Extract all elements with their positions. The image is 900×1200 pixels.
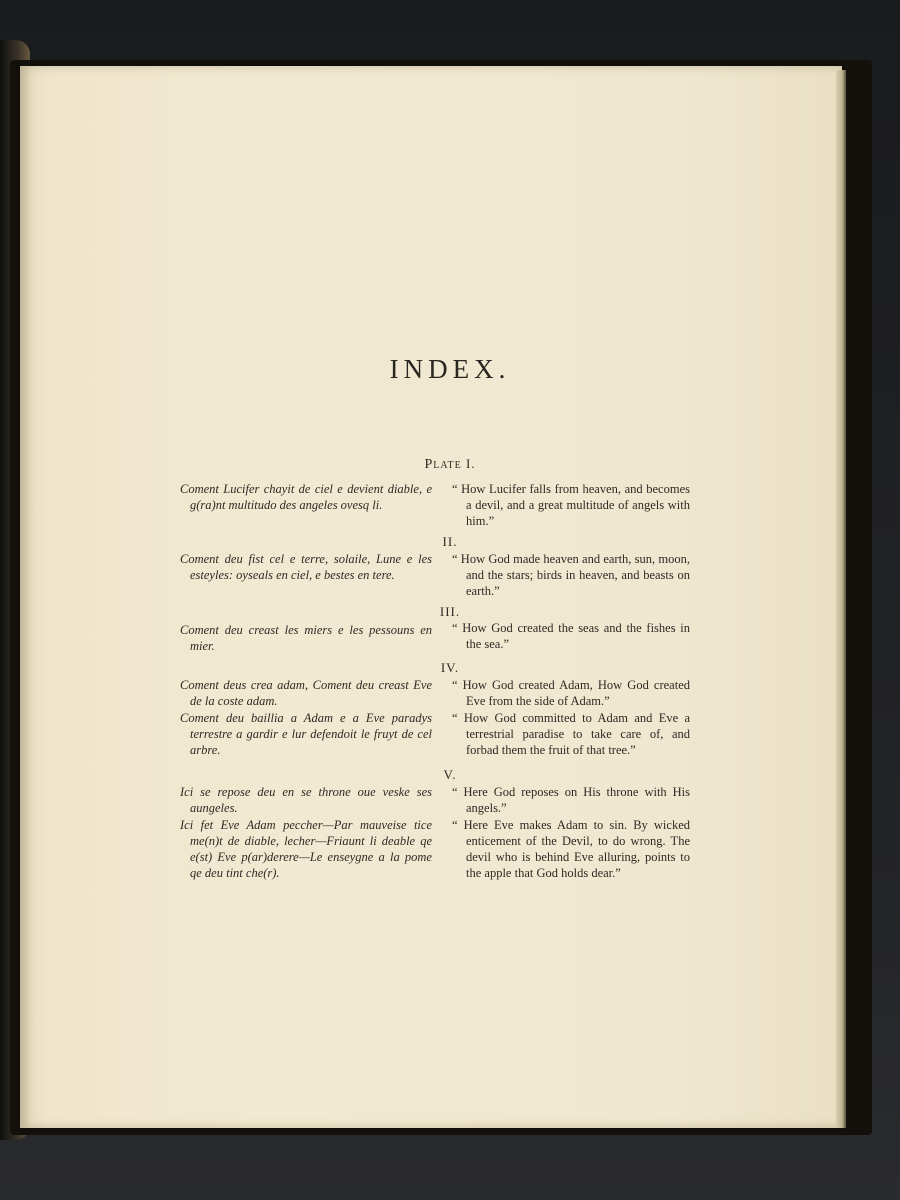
english-translation-2: “ How God made heaven and earth, sun, moon, and the stars; birds in heaven, and beasts on earth.” [452,552,690,598]
plate-heading-3: III. [439,604,461,619]
page-edges [836,70,846,1128]
english-translation-4a: “ How God created Adam, How God created Eve from the side of Adam.” [452,678,690,708]
latin-caption-5a: Ici se repose deu en se throne oue veske ses aungeles. [180,785,432,815]
plate-number: I. [465,456,476,471]
english-translation-5b: “ Here Eve makes Adam to sin. By wicked enticement of the Devil, to do wrong. The devil who is behind Eve alluring, points to the apple that God holds dear.” [452,818,690,880]
plate-heading-2: II. [442,534,458,549]
english-translation-5a: “ Here God reposes on His throne with His angels.” [452,785,690,815]
plate-heading-1 [0,456,900,473]
latin-caption-4b: Coment deu baillia a Adam e a Eve paradys terrestre a gardir e lur defendoit le fruyt de cel arbre. [180,711,432,757]
book-page [20,66,842,1128]
plate-label: Plate [424,457,462,472]
english-translation-3: “ How God created the seas and the fishes in the sea.” [452,621,690,651]
latin-caption-3: Coment deu creast les miers e les pessouns en mier. [180,623,432,653]
page-title: INDEX. [389,354,511,384]
latin-caption-1: Coment Lucifer chayit de ciel e devient diable, e g(ra)nt multitudo des angeles ovesq li. [180,482,432,512]
english-translation-4b: “ How God committed to Adam and Eve a terrestrial paradise to take care of, and forbad them the fruit of that tree.” [452,711,690,757]
latin-caption-4a: Coment deus crea adam, Coment deu creast Eve de la coste adam. [180,678,432,708]
latin-caption-2: Coment deu fist cel e terre, solaile, Lune e les esteyles: oyseals en ciel, e bestes en tere. [180,552,432,582]
latin-caption-5b: Ici fet Eve Adam peccher—Par mauveise tice me(n)t de diable, lecher—Friaunt li deable qe e(st) Eve p(ar)derere—Le enseygne a la pome qe deu tint che(r). [180,818,432,880]
plate-heading-5: V. [443,767,457,782]
english-translation-1: “ How Lucifer falls from heaven, and becomes a devil, and a great multitude of angels with him.” [452,482,690,528]
plate-heading-4: IV. [440,660,460,675]
